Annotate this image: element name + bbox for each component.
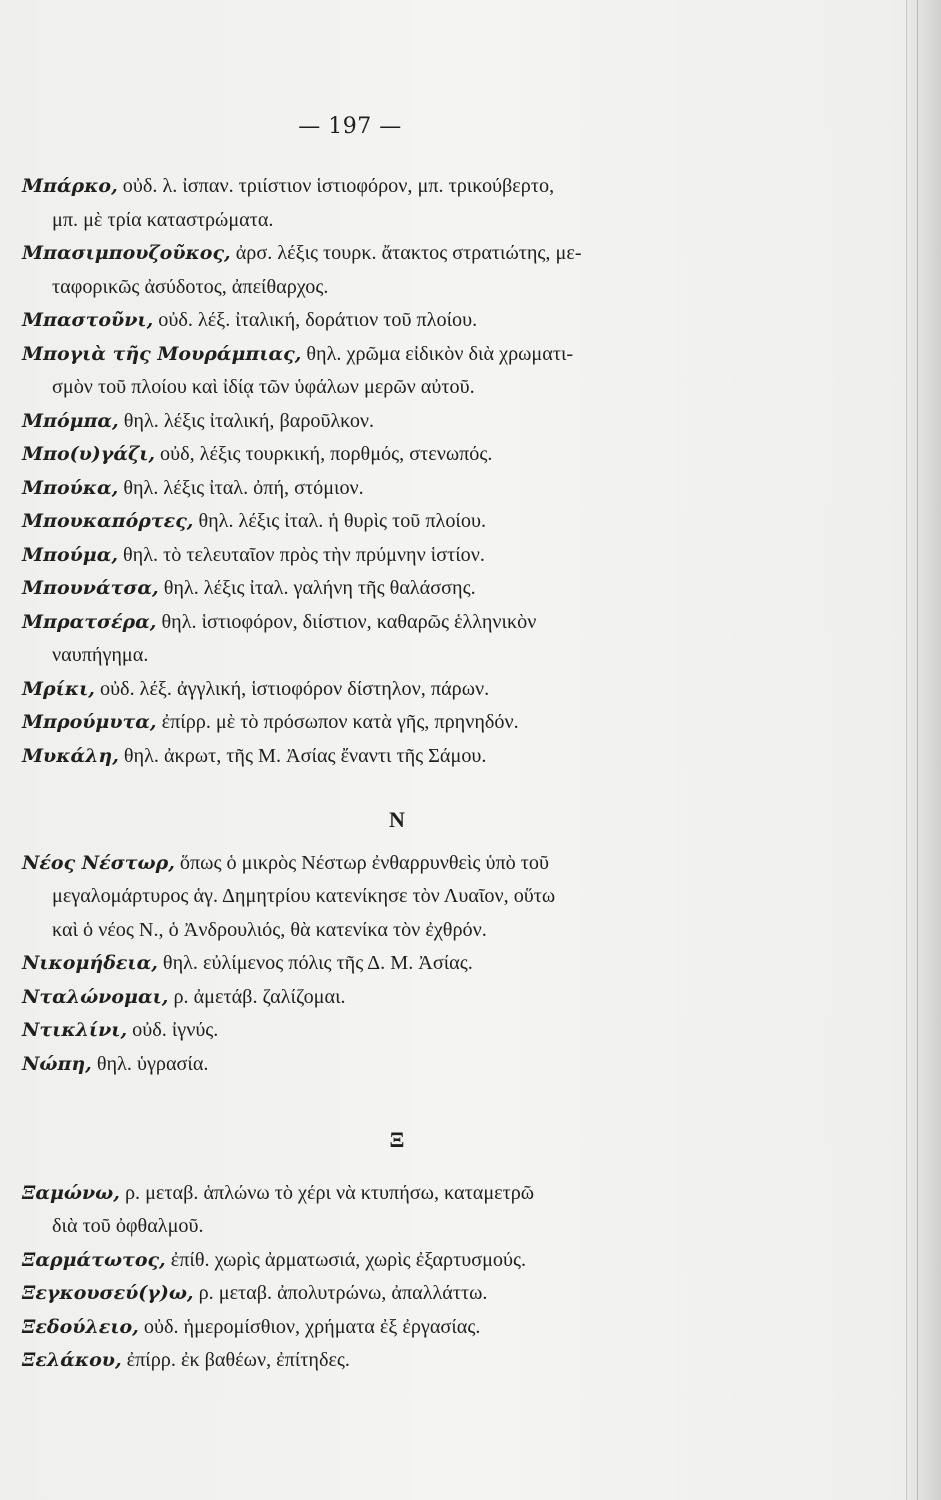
definition-text: ἐπίθ. χωρὶς ἀρματωσιά, χωρὶς ἐξαρτυσμούς. [170,1248,527,1271]
definition-text: οὐδ, λέξις τουρκική, πορθμός, στενωπός. [160,443,493,465]
definition-text: οὐδ. ἰγνύς. [132,1019,219,1041]
definition-text: ἀρσ. λέξις τουρκ. ἄτακτος στρατιώτης, με- [235,242,582,264]
headword: Μπούκα, [22,476,119,499]
definition-text: θηλ. λέξις ἰταλ. γαλήνη τῆς θαλάσσης. [163,577,476,599]
page-number: — 197 — [298,114,402,139]
entry-continuation [22,914,742,948]
definition-text: ρ. ἀμετάβ. ζαλίζομαι. [173,985,346,1008]
headword: Μπάρκο, [22,175,118,197]
dictionary-entry [22,1311,742,1345]
dictionary-entry [22,1014,742,1048]
dictionary-entry [22,438,742,472]
headword: Νικομήδεια, [22,952,158,974]
headword: Μπουνάτσα, [22,577,159,599]
definition-text: ἐπίρρ. μὲ τὸ πρόσωπον κατὰ γῆς, πρηνηδόν. [161,711,519,733]
definition-text: καὶ ὁ νέος Ν., ὁ Ἀνδρουλιός, θὰ κατενίκα τὸν ἐχθρόν. [52,918,487,941]
definition-text: ὅπως ὁ μικρὸς Νέστωρ ἐνθαρρυνθεὶς ὑπὸ τοῦ [179,851,549,874]
definition-text: οὐδ. ἡμερομίσθιον, χρήματα ἐξ ἐργασίας. [143,1315,481,1338]
entry-continuation [22,371,742,405]
definition-text: θηλ. λέξις ἰταλ. ὀπή, στόμιον. [123,476,364,499]
dictionary-entry [22,539,742,573]
definition-text: θηλ. ἀκρωτ, τῆς Μ. Ἀσίας ἔναντι τῆς Σάμου. [123,744,487,767]
definition-text: θηλ. ἱστιοφόρον, διίστιον, καθαρῶς ἑλληνικὸν [161,610,537,633]
headword: Ξαμώνω, [22,1181,120,1204]
dictionary-entry [22,170,742,204]
headword: Μπούμα, [22,543,118,566]
page-edge [906,0,941,1500]
dictionary-entry [22,981,742,1015]
definition-text: θηλ. λέξις ἰταλική, βαροῦλκον. [123,409,375,432]
dictionary-entry [22,947,742,981]
headword: Μπογιὰ τῆς Μουράμπιας, [22,342,302,365]
dictionary-entry [22,673,742,707]
headword: Μπο(υ)γάζι, [22,443,155,465]
dictionary-entry [22,1048,742,1082]
definition-text: ναυπήγημα. [52,644,149,666]
section-n [22,847,742,1082]
definition-text: θηλ. ὑγρασία. [96,1052,209,1075]
entry-continuation [22,204,742,238]
headword: Μπαστοῦνι, [22,309,154,331]
definition-text: θηλ. εὐλίμενος πόλις τῆς Δ. Μ. Ἀσίας. [162,952,473,974]
definition-text: θηλ. λέξις ἰταλ. ἡ θυρὶς τοῦ πλοίου. [198,510,486,532]
headword: Μρίκι, [22,677,95,700]
section-xi [22,1177,742,1378]
headword: Ντικλίνι, [22,1019,128,1041]
dictionary-entry [22,1277,742,1311]
dictionary-entry [22,472,742,506]
headword: Ξεδούλειο, [22,1315,139,1338]
definition-text: ρ. μεταβ. ἁπλώνω τὸ χέρι νὰ κτυπήσω, καταμετρῶ [124,1181,535,1204]
dictionary-entry [22,706,742,740]
definition-text: διὰ τοῦ ὀφθαλμοῦ. [52,1215,204,1237]
headword: Νέος Νέστωρ, [22,851,175,874]
entry-continuation [22,639,742,673]
headword: Μπουκαπόρτες, [22,510,194,532]
definition-text: θηλ. τὸ τελευταῖον πρὸς τὴν πρύμνην ἱστίον. [122,543,485,566]
dictionary-entry [22,572,742,606]
entry-continuation [22,880,742,914]
dictionary-entry [22,304,742,338]
dictionary-entry [22,237,742,271]
letter-heading-xi: Ξ [389,1127,405,1152]
letter-heading-n: N [389,807,405,832]
headword: Μπρούμυτα, [22,711,157,733]
headword: Μυκάλη, [22,744,119,767]
entry-continuation [22,1210,742,1244]
headword: Ξεγκουσεύ(γ)ω, [22,1282,194,1304]
definition-text: σμὸν τοῦ πλοίου καὶ ἰδίᾳ τῶν ὑφάλων μερῶν αὐτοῦ. [52,376,475,398]
headword: Μπόμπα, [22,409,119,432]
dictionary-entry [22,606,742,640]
headword: Νταλώνομαι, [22,985,169,1008]
definition-text: οὐδ. λέξ. ἀγγλική, ἱστιοφόρον δίστηλον, πάρων. [99,677,490,700]
dictionary-entry [22,338,742,372]
definition-text: οὐδ. λ. ἰσπαν. τριίστιον ἱστιοφόρον, μπ. τρικούβερτο, [122,175,555,197]
headword: Νώπη, [22,1052,92,1075]
definition-text: ἐπίρρ. ἐκ βαθέων, ἐπίτηδες. [126,1349,350,1371]
dictionary-entry [22,1244,742,1278]
dictionary-entry [22,505,742,539]
headword: Ξαρμάτωτος, [22,1248,166,1271]
headword: Μπρατσέρα, [22,610,157,633]
definition-text: ταφορικῶς ἀσύδοτος, ἀπείθαρχος. [52,275,329,298]
dictionary-entry [22,1344,742,1378]
dictionary-body [22,170,742,1378]
dictionary-entry [22,740,742,774]
dictionary-entry [22,405,742,439]
dictionary-entry [22,1177,742,1211]
headword: Μπασιμπουζοῦκος, [22,242,231,264]
definition-text: οὐδ. λέξ. ἰταλική, δοράτιον τοῦ πλοίου. [158,309,478,331]
headword: Ξελάκου, [22,1349,122,1371]
definition-text: θηλ. χρῶμα εἰδικὸν διὰ χρωματι- [306,342,574,365]
definition-text: ρ. μεταβ. ἀπολυτρώνω, ἀπαλλάττω. [198,1282,488,1304]
definition-text: μεγαλομάρτυρος ἁγ. Δημητρίου κατενίκησε τὸν Λυαῖον, οὕτω [52,885,556,907]
dictionary-entry [22,847,742,881]
definition-text: μπ. μὲ τρία καταστρώματα. [52,208,274,231]
entry-continuation [22,271,742,305]
section-m [22,170,742,773]
